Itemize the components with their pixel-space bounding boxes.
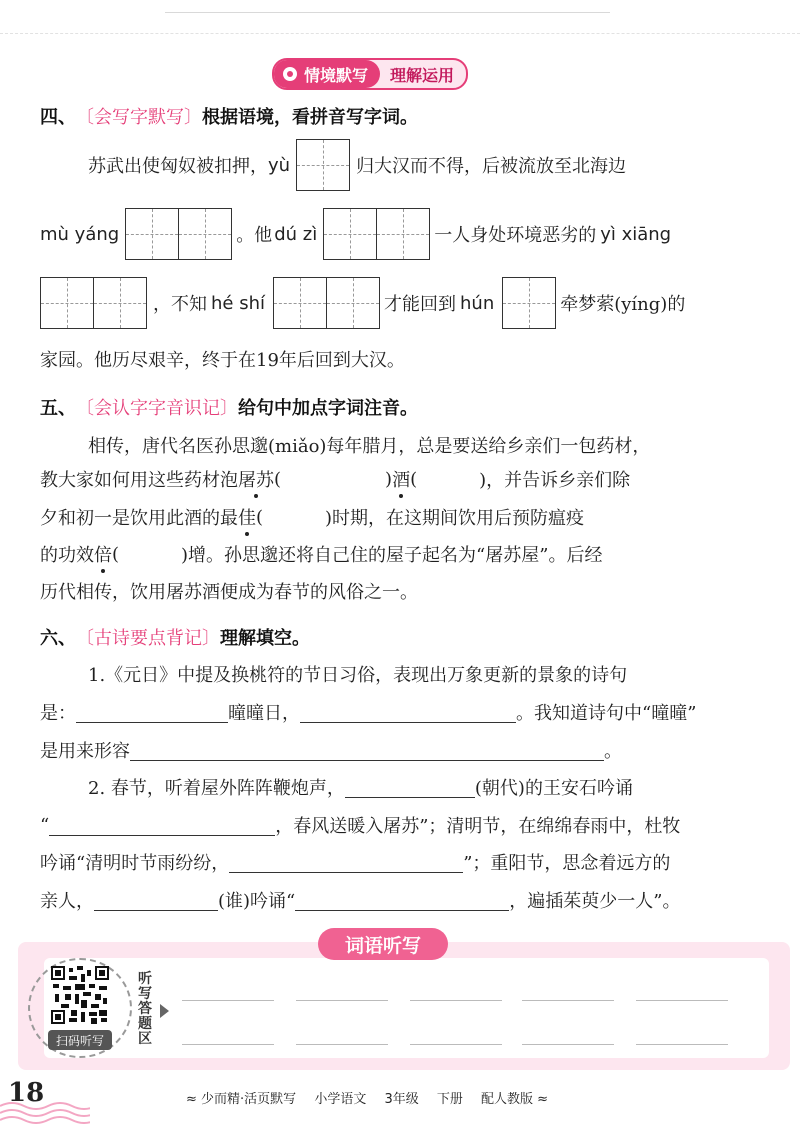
- answer-blank[interactable]: [49, 815, 275, 836]
- text: ，春风送暖入屠苏”；清明节，在绵绵春雨中，杜牧: [275, 816, 681, 837]
- section4-line3: [40, 277, 685, 329]
- text: 。他: [236, 225, 273, 246]
- section5-instruction: 给句中加点字词注音。: [238, 398, 418, 419]
- paren-open: (: [112, 543, 120, 565]
- text: 亲人，: [40, 891, 94, 912]
- section5-tag: 〔会认字字音识记〕: [76, 398, 238, 419]
- footer-series: ≈ 少而精·活页默写: [186, 1092, 297, 1107]
- pinyin: mù yáng: [40, 223, 120, 245]
- text: 的功效: [40, 545, 94, 566]
- pinyin: yù: [268, 154, 291, 176]
- section6-q1-line3: [40, 737, 622, 763]
- top-rule: [165, 12, 610, 13]
- dictation-area: [18, 942, 790, 1070]
- section6-q2-line3: [40, 849, 670, 875]
- char-box[interactable]: [323, 208, 430, 260]
- dictation-line[interactable]: [410, 1044, 502, 1045]
- section5-number: 五、: [40, 398, 76, 419]
- text: 吟诵“清明时节雨纷纷，: [40, 853, 230, 874]
- answer-blank[interactable]: [281, 469, 385, 489]
- wave-decoration-icon: [0, 1100, 90, 1124]
- answer-blank[interactable]: [94, 890, 218, 911]
- dictation-line[interactable]: [522, 1000, 614, 1001]
- answer-blank[interactable]: [300, 702, 516, 723]
- dictation-line[interactable]: [636, 1000, 728, 1001]
- section6-q2-line2: [40, 812, 680, 838]
- answer-blank[interactable]: [119, 544, 181, 564]
- text: ，遍插茱萸少一人”。: [509, 891, 681, 912]
- text: )增。孙思邈还将自己住的屋子起名为“屠苏屋”。后经: [181, 545, 603, 566]
- char-box[interactable]: [296, 139, 350, 191]
- text: 归大汉而不得，后被流放至北海边: [356, 156, 627, 177]
- text: 教大家如何用这些药材泡: [40, 470, 238, 491]
- section6-heading: [40, 624, 310, 650]
- text: 苏武出使匈奴被扣押，: [88, 156, 268, 177]
- dictation-line[interactable]: [410, 1000, 502, 1001]
- text: ”；重阳节，思念着远方的: [463, 853, 671, 874]
- section5-line1: 相传，唐代名医孙思邈(miǎo)每年腊月，总是要送给乡亲们一包药材，: [88, 436, 651, 457]
- text: 。: [604, 741, 622, 762]
- text: 曈曈日，: [228, 703, 300, 724]
- section6-q2-line4: [40, 887, 680, 913]
- section6-instruction: 理解填空。: [220, 628, 310, 649]
- pinyin: hún: [460, 292, 495, 314]
- text: (朝代)的王安石吟诵: [474, 778, 633, 799]
- dictation-title: 词语听写: [318, 928, 448, 960]
- text: (谁)吟诵“: [218, 891, 296, 912]
- footer-grade: 3年级: [384, 1092, 419, 1107]
- section4-number: 四、: [40, 107, 76, 128]
- paren-close: ): [385, 468, 393, 490]
- section4-line2: [40, 208, 671, 260]
- section4-heading: [40, 103, 418, 129]
- pinyin: dú zì: [274, 223, 318, 245]
- scan-label: 扫码听写: [48, 1030, 112, 1050]
- flower-icon: [282, 66, 298, 82]
- footer-volume: 下册: [436, 1092, 463, 1107]
- pinyin: yì xiāng: [600, 223, 672, 245]
- qr-code-icon[interactable]: [51, 966, 109, 1024]
- section6-tag: 〔古诗要点背记〕: [76, 628, 220, 649]
- text: 2. 春节，听着屋外阵阵鞭炮声，: [88, 778, 345, 799]
- answer-area-label: 听写答题区: [138, 971, 152, 1047]
- dictation-line[interactable]: [296, 1000, 388, 1001]
- answer-blank[interactable]: [76, 702, 228, 723]
- section6-q1-line1: 1.《元日》中提及换桃符的节日习俗，表现出万象更新的景象的诗句: [88, 665, 628, 686]
- dictation-line[interactable]: [522, 1044, 614, 1045]
- header-separator: [0, 33, 800, 34]
- text: “: [40, 814, 50, 836]
- banner-left: [274, 60, 380, 88]
- section4-instruction: 根据语境，看拼音写字词。: [202, 107, 418, 128]
- text: 是用来形容: [40, 741, 130, 762]
- answer-blank[interactable]: [229, 852, 463, 873]
- char-box[interactable]: [125, 208, 232, 260]
- text: 。我知道诗句中“曈曈”: [516, 703, 697, 724]
- text: ，不知: [153, 294, 207, 315]
- text: 牵梦萦(yíng)的: [560, 294, 686, 315]
- footer-edition: 配人教版 ≈: [481, 1092, 549, 1107]
- section4-line1: [88, 139, 626, 191]
- arrow-right-icon: [160, 1004, 169, 1018]
- text: )，并告诉乡亲们除: [479, 470, 631, 491]
- dictation-line[interactable]: [182, 1044, 274, 1045]
- dotted-word: 倍: [94, 541, 112, 567]
- answer-blank[interactable]: [263, 507, 325, 527]
- answer-blank[interactable]: [295, 890, 509, 911]
- section5-line4: [40, 541, 602, 567]
- section5-line2: [40, 466, 630, 492]
- text: 才能回到: [384, 294, 456, 315]
- footer-subject: 小学语文: [314, 1092, 367, 1107]
- text: 是：: [40, 703, 76, 724]
- page-number: 18: [8, 1078, 45, 1108]
- dotted-word: 屠苏: [238, 466, 274, 492]
- text: 一人身处环境恶劣的: [434, 225, 597, 246]
- paren-open: (: [274, 468, 282, 490]
- dictation-line[interactable]: [636, 1044, 728, 1045]
- banner-left-label: 情境默写: [304, 65, 369, 85]
- char-box[interactable]: [40, 277, 147, 329]
- answer-blank[interactable]: [345, 777, 475, 798]
- section5-line3: [40, 504, 584, 530]
- section6-q2-line1: [88, 774, 633, 800]
- char-box[interactable]: [273, 277, 380, 329]
- footer: [186, 1088, 562, 1107]
- char-box[interactable]: [502, 277, 556, 329]
- section4-line4: 家园。他历尽艰辛，终于在19年后回到大汉。: [40, 350, 405, 371]
- section-banner: [272, 58, 468, 90]
- banner-right-label: 理解运用: [390, 65, 455, 85]
- pinyin: hé shí: [211, 292, 265, 314]
- answer-blank[interactable]: [130, 740, 604, 761]
- dictation-line[interactable]: [182, 1000, 274, 1001]
- section5-heading: [40, 394, 418, 420]
- text: 夕和初一是饮用此酒的最: [40, 508, 238, 529]
- section6-q1-line2: [40, 699, 696, 725]
- dotted-word: 佳: [238, 504, 256, 530]
- dictation-line[interactable]: [296, 1044, 388, 1045]
- text: )时期，在这期间饮用后预防瘟疫: [325, 508, 585, 529]
- answer-blank[interactable]: [417, 469, 479, 489]
- section6-number: 六、: [40, 628, 76, 649]
- section4-tag: 〔会写字默写〕: [76, 107, 202, 128]
- paren-open: (: [256, 506, 264, 528]
- section5-line5: 历代相传，饮用屠苏酒便成为春节的风俗之一。: [40, 582, 418, 603]
- dotted-word: 酒: [392, 466, 410, 492]
- paren-open: (: [410, 468, 418, 490]
